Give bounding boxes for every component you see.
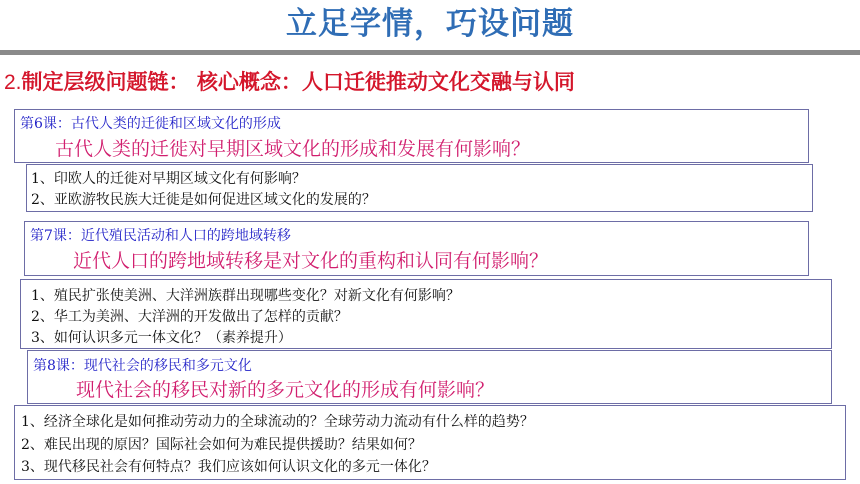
lesson-8-question-1: 1、经济全球化是如何推动劳动力的全球流动的？全球劳动力流动有什么样的趋势？ [21,414,534,430]
title-divider [0,50,860,55]
lesson-7-label: 第7课：近代殖民活动和人口的跨地域转移 [30,228,291,244]
lesson-6-core-question: 古代人类的迁徙对早期区域文化的形成和发展有何影响？ [55,138,531,160]
section-subtitle-text: 制定层级问题链： 核心概念：人口迁徙推动文化交融与认同 [21,70,575,94]
section-number: 2. [4,71,22,94]
lesson-6-question-2: 2、亚欧游牧民族大迁徙是如何促进区域文化的发展的？ [31,192,376,208]
lesson-8-question-3: 3、现代移民社会有何特点？我们应该如何认识文化的多元一体化？ [21,459,436,475]
lesson-8-question-box [14,405,846,480]
lesson-8-core-question: 现代社会的移民对新的多元文化的形成有何影响？ [76,379,495,401]
section-subtitle [4,66,575,98]
lesson-7-question-box [20,279,832,349]
page-title: 立足学情，巧设问题 [286,6,574,42]
lesson-6-question-box [26,164,813,212]
lesson-7-core-box [24,221,809,276]
lesson-7-question-3: 3、如何认识多元一体文化？（素养提升） [31,330,292,346]
lesson-6-question-1: 1、印欧人的迁徙对早期区域文化有何影响？ [31,171,306,187]
lesson-7-question-2: 2、华工为美洲、大洋洲的开发做出了怎样的贡献？ [31,309,348,325]
lesson-7-question-1: 1、殖民扩张使美洲、大洋洲族群出现哪些变化？对新文化有何影响？ [31,288,460,304]
lesson-8-core-box [27,350,832,404]
lesson-8-label: 第8课：现代社会的移民和多元文化 [33,358,252,374]
lesson-8-question-2: 2、难民出现的原因？国际社会如何为难民提供援助？结果如何？ [21,437,422,453]
lesson-6-core-box [14,109,809,163]
lesson-6-label: 第6课：古代人类的迁徙和区域文化的形成 [20,116,281,132]
lesson-7-core-question: 近代人口的跨地域转移是对文化的重构和认同有何影响？ [73,250,549,272]
